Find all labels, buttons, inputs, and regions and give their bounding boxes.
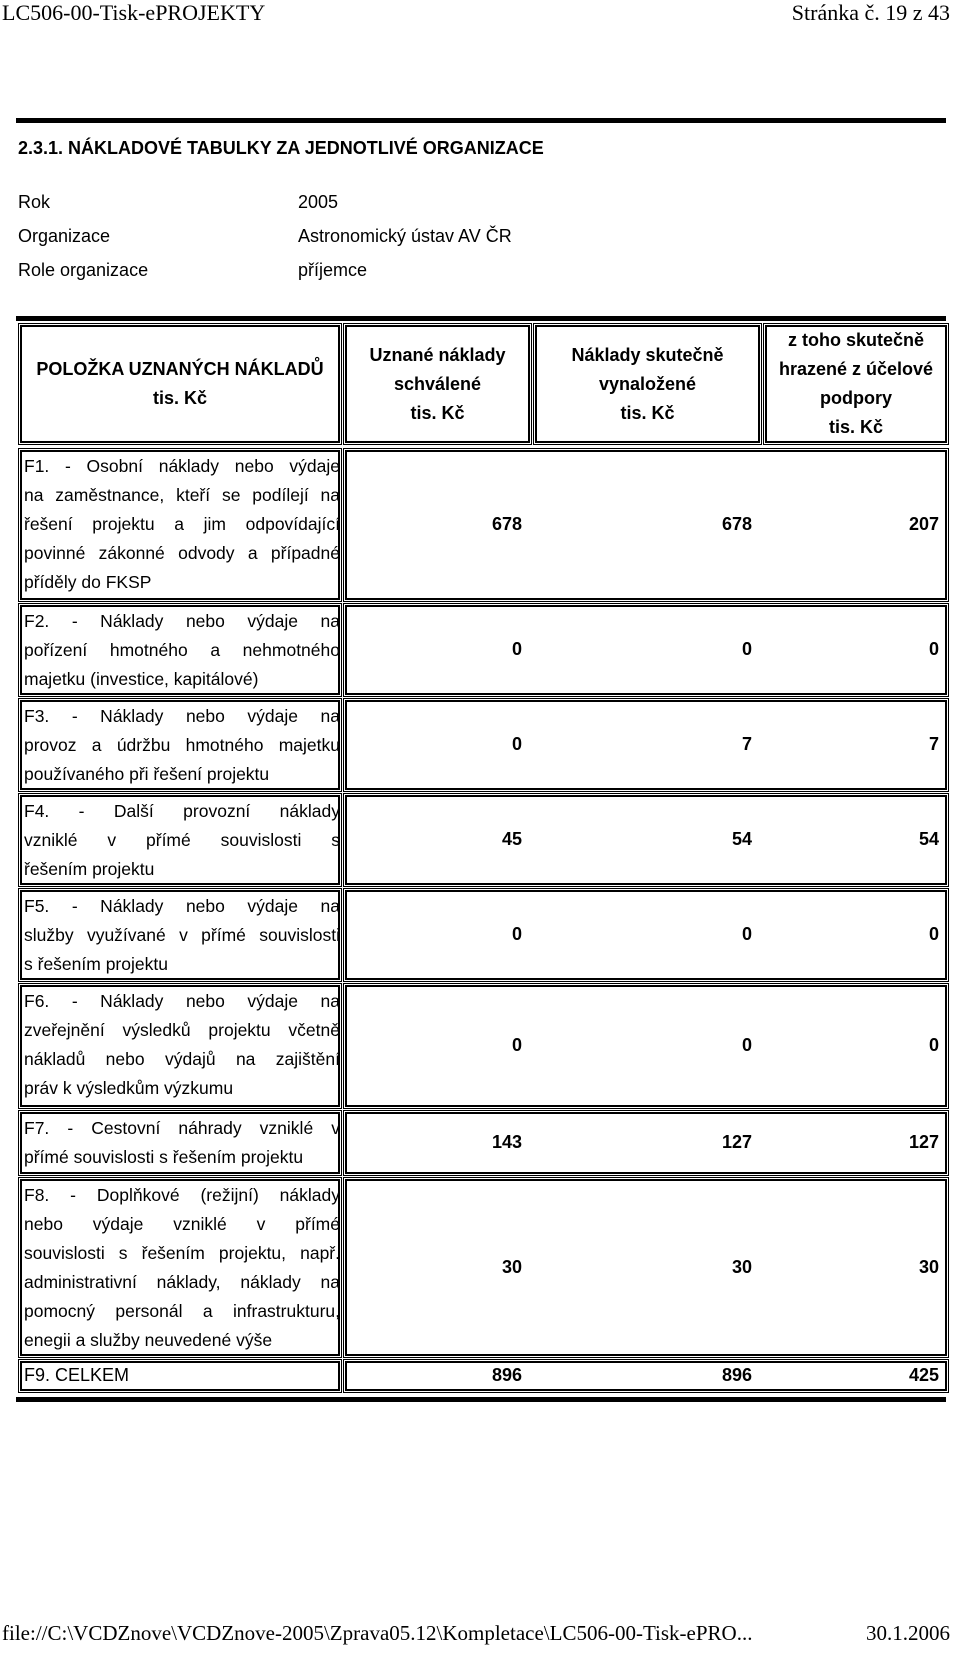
- footer-date: 30.1.2006: [866, 1621, 950, 1645]
- row-label-line: zveřejnění výsledků projektu včetně: [24, 1020, 340, 1040]
- hrazene-value: 207: [908, 514, 939, 534]
- row-label: [20, 702, 340, 789]
- meta-value-organization: Astronomický ústav AV ČR: [298, 226, 512, 246]
- vynalozene-value: 0: [741, 1035, 752, 1055]
- row-label-line: příděly do FKSP: [24, 572, 152, 592]
- vynalozene-value: 0: [741, 924, 752, 944]
- total-vynalozene-value: 896: [721, 1365, 752, 1385]
- header-cost-item-line: tis. Kč: [152, 388, 208, 408]
- header-spent-costs-line: Náklady skutečně: [571, 344, 724, 365]
- row-label-line: F8. - Doplňkové (režijní) náklady: [24, 1185, 340, 1205]
- footer-file-path: file://C:\VCDZnove\VCDZnove-2005\Zprava05.12\Kompletace\LC506-00-Tisk-ePRO...: [2, 1621, 753, 1645]
- row-label-line: řešení projektu a jim odpovídající: [24, 514, 340, 534]
- row-label-line: přímé souvislosti s řešením projektu: [24, 1147, 304, 1167]
- total-label: F9. CELKEM: [24, 1365, 130, 1385]
- meta-value-year: 2005: [298, 192, 339, 212]
- row-label-line: nebo výdaje vzniklé v přímé: [24, 1214, 340, 1234]
- row-label: [20, 797, 340, 884]
- row-label: [20, 607, 340, 694]
- row-label-line: F4. - Další provozní náklady: [24, 801, 340, 821]
- hrazene-value: 0: [928, 924, 939, 944]
- row-label-line: F3. - Náklady nebo výdaje na: [24, 706, 340, 726]
- row-label-line: enegii a služby neuvedené výše: [24, 1330, 273, 1350]
- row-label-line: souvislosti s řešením projektu, např.: [24, 1243, 340, 1263]
- vynalozene-value: 7: [741, 734, 752, 754]
- uznane-value: 0: [511, 639, 522, 659]
- uznane-value: 0: [511, 734, 522, 754]
- uznane-value: 45: [501, 829, 522, 849]
- header-funded-costs-line: hrazené z účelové: [778, 359, 934, 379]
- meta-label-year: Rok: [18, 192, 51, 212]
- row-label-line: pomocný personál a infrastrukturu,: [24, 1301, 340, 1321]
- row-label-line: administrativní náklady, náklady na: [24, 1272, 340, 1292]
- row-label: [20, 1114, 340, 1172]
- row-label-line: nákladů nebo výdajů na zajištění: [24, 1049, 340, 1069]
- uznane-value: 30: [501, 1256, 522, 1277]
- header-approved-costs-line: tis. Kč: [410, 402, 465, 423]
- row-label: [20, 1181, 340, 1355]
- hrazene-value: 30: [918, 1256, 939, 1277]
- header-funded-costs: [765, 326, 947, 442]
- row-label-line: pořízení hmotného a nehmotného: [24, 640, 340, 660]
- row-label-line: práv k výsledkům výzkumu: [24, 1078, 234, 1098]
- row-label-line: vzniklé v přímé souvislosti s: [24, 830, 340, 850]
- meta-label-role: Role organizace: [18, 260, 149, 280]
- row-label-line: F5. - Náklady nebo výdaje na: [24, 896, 340, 916]
- page-header-title: LC506-00-Tisk-ePROJEKTY: [2, 0, 266, 25]
- row-label-line: majetku (investice, kapitálové): [24, 669, 259, 689]
- row-label-line: F7. - Cestovní náhrady vzniklé v: [24, 1118, 340, 1138]
- vynalozene-value: 54: [731, 829, 752, 849]
- section-title: 2.3.1. NÁKLADOVÉ TABULKY ZA JEDNOTLIVÉ ORGANIZACE: [18, 138, 544, 158]
- header-cost-item: [20, 355, 340, 413]
- header-funded-costs-line: tis. Kč: [828, 417, 884, 437]
- page-number: Stránka č. 19 z 43: [791, 0, 950, 25]
- row-label: [20, 452, 340, 597]
- hrazene-value: 7: [928, 734, 939, 754]
- hrazene-value: 0: [928, 639, 939, 659]
- header-approved-costs: [345, 341, 530, 428]
- uznane-value: 0: [511, 1035, 522, 1055]
- row-label-line: F1. - Osobní náklady nebo výdaje: [24, 456, 340, 476]
- header-cost-item-line: POLOŽKA UZNANÝCH NÁKLADŮ: [36, 359, 324, 379]
- header-funded-costs-line: podpory: [820, 388, 892, 408]
- header-funded-costs-line: z toho skutečně: [787, 330, 925, 350]
- total-hrazene-value: 425: [908, 1365, 939, 1385]
- uznane-value: 678: [491, 514, 522, 534]
- row-label-line: F2. - Náklady nebo výdaje na: [24, 611, 340, 631]
- hrazene-value: 54: [918, 829, 939, 849]
- row-label-line: F6. - Náklady nebo výdaje na: [24, 991, 340, 1011]
- vynalozene-value: 127: [721, 1132, 752, 1152]
- row-label-line: s řešením projektu: [24, 954, 168, 974]
- table-bottom-rule: [16, 1397, 946, 1402]
- row-label: [20, 892, 340, 979]
- row-label: [20, 987, 340, 1103]
- uznane-value: 143: [491, 1132, 522, 1152]
- row-label-line: služby využívané v přímé souvislosti: [24, 925, 340, 945]
- vynalozene-value: 30: [731, 1256, 752, 1277]
- row-label-line: řešením projektu: [24, 859, 155, 879]
- top-rule: [16, 118, 946, 123]
- hrazene-value: 0: [928, 1035, 939, 1055]
- hrazene-value: 127: [908, 1132, 939, 1152]
- meta-value-role: příjemce: [298, 260, 368, 280]
- row-label-line: používaného při řešení projektu: [24, 764, 270, 784]
- row-label-line: povinné zákonné odvody a případné: [24, 543, 340, 563]
- total-uznane-value: 896: [491, 1365, 522, 1385]
- header-spent-costs-line: tis. Kč: [620, 402, 675, 423]
- header-spent-costs: [535, 341, 760, 428]
- header-approved-costs-line: Uznané náklady: [369, 344, 506, 365]
- row-label-line: na zaměstnance, kteří se podílejí na: [24, 485, 340, 505]
- row-label-line: provoz a údržbu hmotného majetku: [24, 735, 340, 755]
- header-spent-costs-line: vynaložené: [598, 373, 697, 394]
- table-top-rule: [16, 316, 946, 321]
- vynalozene-value: 0: [741, 639, 752, 659]
- uznane-value: 0: [511, 924, 522, 944]
- header-approved-costs-line: schválené: [393, 373, 482, 394]
- vynalozene-value: 678: [721, 514, 752, 534]
- meta-label-organization: Organizace: [18, 226, 111, 246]
